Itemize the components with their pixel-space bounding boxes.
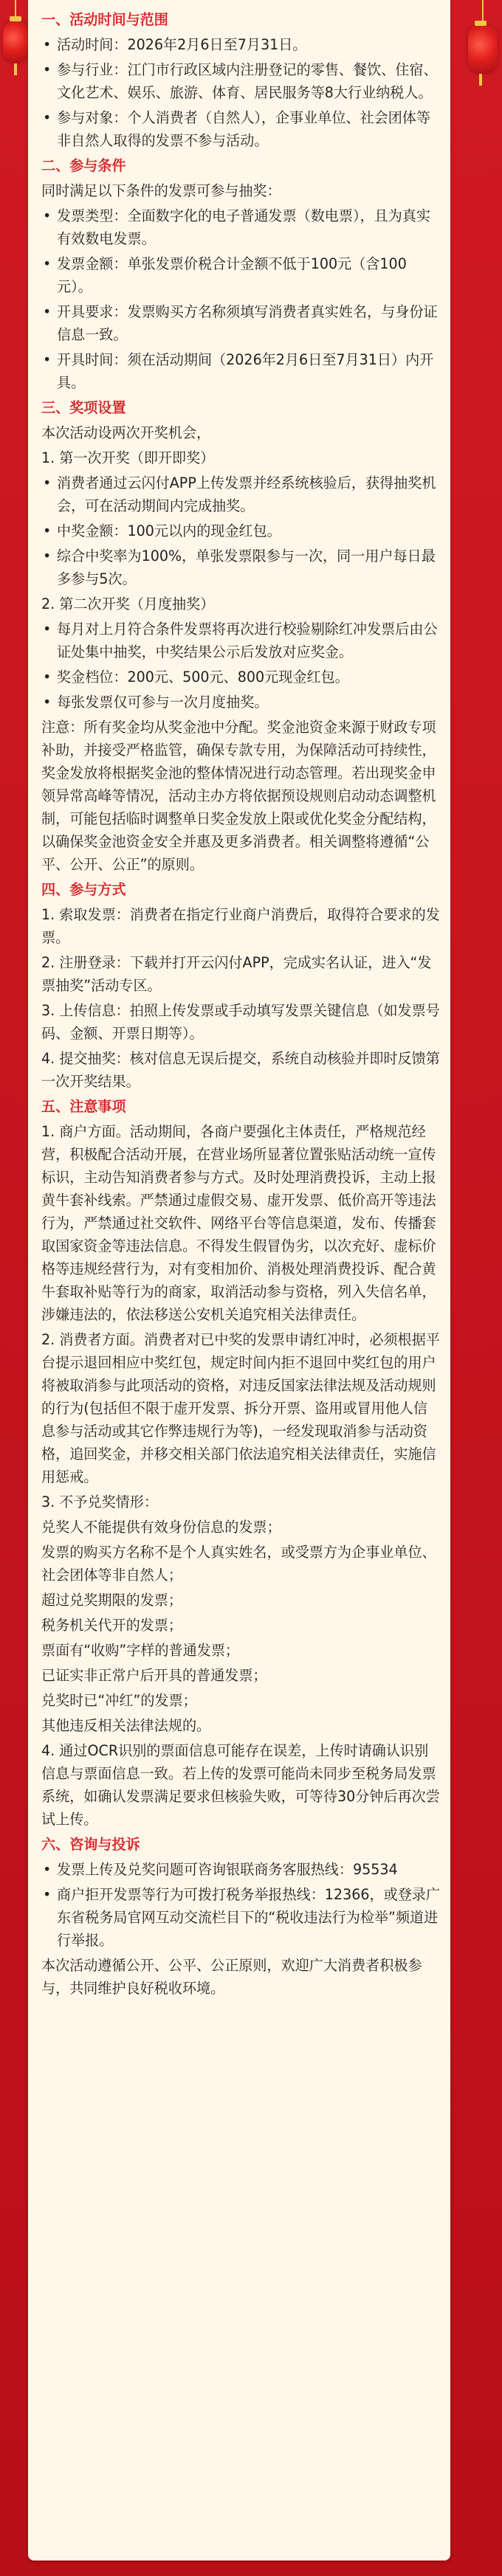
paragraph: 税务机关代开的发票； — [41, 1617, 182, 1634]
paragraph: 3. 上传信息：拍照上传发票或手动填写发票关键信息（如发票号码、金额、开票日期等）。 — [41, 1002, 440, 1042]
paragraph: 4. 通过OCR识别的票面信息可能存在误差，上传时请确认识别信息与票面信息一致。若上传的发票可能尚未同步至税务局发票系统，如确认发票满足要求但核验失败，可等待30分钟后再次尝试上传。 — [41, 1742, 440, 1828]
bullet-item: • 参与对象：个人消费者（自然人），企事业单位、社会团体等非自然人取得的发票不参与活动。 — [41, 106, 440, 152]
bullet-item: • 发票上传及兑奖问题可咨询银联商务客服热线：95534 — [41, 1858, 440, 1881]
lantern-string-right — [482, 0, 484, 22]
bullet-item: • 中奖金额：100元以内的现金红包。 — [41, 519, 440, 542]
bullet-item: • 开具时间：须在活动期间（2026年2月6日至7月31日）内开具。 — [41, 348, 440, 394]
lantern-string-left — [15, 0, 16, 18]
bullet-item: • 参与行业：江门市行政区域内注册登记的零售、餐饮、住宿、文化艺术、娱乐、旅游、体育、居民服务等8大行业纳税人。 — [41, 58, 440, 104]
paragraph: 兑奖时已“冲红”的发票； — [41, 1692, 197, 1709]
paragraph: 票面有“收购”字样的普通发票； — [41, 1642, 240, 1659]
bullet-item: • 综合中奖率为100%，单张发票限参与一次，同一用户每日最多参与5次。 — [41, 545, 440, 590]
paragraph: 1. 商户方面。活动期间，各商户要强化主体责任，严格规范经营，积极配合活动开展，在营业场所显著位置张贴活动统一宣传标识，主动告知消费者参与方式。及时处理消费投诉，主动上报黄牛套补线索。严禁通过虚假交易、虚开发票、低价高开等违法行为，严禁通过社交软件、网络平台等信息渠道，发布、传播套取国家资金等违法信息。不得发生假冒伪劣，以次充好、虚标价格等违规经营行为，对有变相加价、消极处理消费投诉、配合黄牛套取补贴等行为的商家，取消活动参与资格，列入失信名单，涉嫌违法的，依法移送公安机关追究相关法律责任。 — [41, 1123, 436, 1323]
paragraph: 其他违反相关法律法规的。 — [41, 1717, 211, 1734]
bullet-item: • 商户拒开发票等行为可拨打税务举报热线：12366，或登录广东省税务局官网互动交流栏目下的“税收违法行为检举”频道进行举报。 — [41, 1883, 440, 1952]
bullet-item: • 开具要求：发票购买方名称须填写消费者真实姓名，与身份证信息一致。 — [41, 300, 440, 346]
paragraph: 1. 索取发票：消费者在指定行业商户消费后，取得符合要求的发票。 — [41, 906, 440, 946]
paragraph: 2. 消费者方面。消费者对已中奖的发票申请红冲时，必须根据平台提示退回相应中奖红包，规定时间内拒不退回中奖红包的用户将被取消参与此项活动的资格，对违反国家法律法规及活动规则的行为(包括但不限于虚开发票、拆分开票、盗用或冒用他人信息参与活动或其它作弊违规行为等)，一经发现取消参与活动资格，追回奖金，并移交相关部门依法追究相关法律责任，实施信用惩戒。 — [41, 1331, 440, 1485]
paragraph: 2. 注册登录：下载并打开云闪付APP，完成实名认证，进入“发票抽奖”活动专区。 — [41, 954, 432, 994]
section-heading: 五、注意事项 — [41, 1098, 126, 1115]
bullet-item: • 发票类型：全面数字化的电子普通发票（数电票），且为真实有效数电发票。 — [41, 204, 440, 250]
bullet-item: • 消费者通过云闪付APP上传发票并经系统核验后，获得抽奖机会，可在活动期间内完成抽奖。 — [41, 472, 440, 517]
paragraph: 发票的购买方名称不是个人真实姓名，或受票方为企事业单位、社会团体等非自然人； — [41, 1544, 436, 1584]
paragraph: 兑奖人不能提供有效身份信息的发票； — [41, 1519, 281, 1536]
lantern-left-icon — [3, 21, 28, 63]
paragraph: 同时满足以下条件的发票可参与抽奖： — [41, 182, 281, 199]
bullet-item: • 每张发票仅可参与一次月度抽奖。 — [41, 691, 440, 714]
rules-content — [41, 6, 440, 2002]
paragraph: 1. 第一次开奖（即开即奖） — [41, 449, 215, 466]
paragraph: 2. 第二次开奖（月度抽奖） — [41, 595, 215, 612]
bullet-item: • 奖金档位：200元、500元、800元现金红包。 — [41, 666, 440, 688]
section-heading: 二、参与条件 — [41, 157, 126, 174]
bullet-item: • 每月对上月符合条件发票将再次进行校验剔除红冲发票后由公证处集中抽奖，中奖结果公示后发放对应奖金。 — [41, 618, 440, 663]
section-heading: 六、咨询与投诉 — [41, 1836, 140, 1853]
bullet-item: • 发票金额：单张发票价税合计金额不低于100元（含100元）。 — [41, 252, 440, 298]
section-heading: 三、奖项设置 — [41, 399, 126, 416]
paragraph: 本次活动设两次开奖机会， — [41, 424, 211, 441]
section-heading: 四、参与方式 — [41, 881, 126, 898]
section-heading: 一、活动时间与范围 — [41, 11, 168, 28]
paragraph: 3. 不予兑奖情形： — [41, 1494, 158, 1510]
bullet-item: • 活动时间：2026年2月6日至7月31日。 — [41, 33, 440, 56]
paragraph: 本次活动遵循公开、公平、公正原则，欢迎广大消费者积极参与，共同维护良好税收环境。 — [41, 1957, 422, 1997]
paragraph: 4. 提交抽奖：核对信息无误后提交，系统自动核验并即时反馈第一次开奖结果。 — [41, 1050, 440, 1090]
lantern-right-icon — [468, 25, 498, 74]
paragraph: 已证实非正常户后开具的普通发票； — [41, 1667, 267, 1684]
paragraph: 超过兑奖期限的发票； — [41, 1592, 182, 1609]
paragraph: 注意：所有奖金均从奖金池中分配。奖金池资金来源于财政专项补助，并接受严格监管，确保专款专用，为保障活动可持续性，奖金发放将根据奖金池的整体情况进行动态管理。若出现奖金申领异常高峰等情况，活动主办方将依据预设规则启动动态调整机制，可能包括临时调整单日奖金发放上限或优化奖金分配结构，以确保奖金池资金安全并惠及更多消费者。相关调整将遵循“公平、公开、公正”的原则。 — [41, 719, 436, 873]
